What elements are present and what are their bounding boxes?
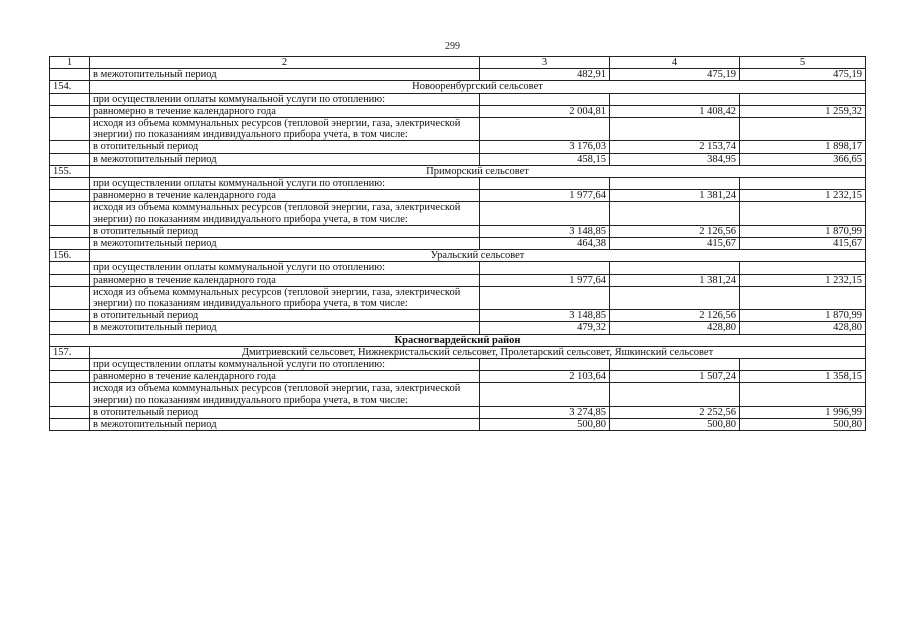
value-col-3: 464,38	[480, 238, 610, 250]
value-col-4: 500,80	[610, 419, 740, 431]
table-row	[50, 371, 866, 383]
value-col-3: 458,15	[480, 153, 610, 165]
row-number	[50, 371, 90, 383]
page-number: 299	[445, 41, 460, 52]
row-number	[50, 153, 90, 165]
note-row	[50, 93, 866, 105]
value-col-5: 1 232,15	[740, 190, 866, 202]
value-col-4: 428,80	[610, 322, 740, 334]
value-col-5: 1 870,99	[740, 310, 866, 322]
value-col-3: 482,91	[480, 69, 610, 81]
value-col-5: 475,19	[740, 69, 866, 81]
value-col-5	[740, 383, 866, 406]
row-number	[50, 190, 90, 202]
value-col-4: 1 381,24	[610, 274, 740, 286]
row-label: равномерно в течение календарного года	[90, 105, 480, 117]
section-number: 157.	[50, 346, 90, 358]
value-col-4	[610, 359, 740, 371]
table-row	[50, 419, 866, 431]
row-number	[50, 202, 90, 225]
value-col-3: 500,80	[480, 419, 610, 431]
note-row	[50, 262, 866, 274]
row-label: при осуществлении оплаты коммунальной услуги по отоплению:	[90, 359, 480, 371]
value-col-4: 1 408,42	[610, 105, 740, 117]
row-label: исходя из объема коммунальных ресурсов (тепловой энергии, газа, электрической энергии) по показаниям индивидуального прибора учета, в том числе:	[90, 202, 480, 225]
row-number	[50, 419, 90, 431]
value-col-4: 1 507,24	[610, 371, 740, 383]
note-row	[50, 286, 866, 309]
row-label: при осуществлении оплаты коммунальной услуги по отоплению:	[90, 262, 480, 274]
value-col-3: 479,32	[480, 322, 610, 334]
value-col-4	[610, 286, 740, 309]
value-col-3	[480, 383, 610, 406]
row-label: исходя из объема коммунальных ресурсов (тепловой энергии, газа, электрической энергии) по показаниям индивидуального прибора учета, в том числе:	[90, 383, 480, 406]
section-title: Новооренбургский сельсовет	[90, 81, 866, 93]
value-col-4: 2 252,56	[610, 406, 740, 418]
table-row	[50, 141, 866, 153]
value-col-3: 2 004,81	[480, 105, 610, 117]
value-col-5: 428,80	[740, 322, 866, 334]
note-row	[50, 118, 866, 141]
row-label: в отопительный период	[90, 225, 480, 237]
value-col-3	[480, 286, 610, 309]
value-col-5	[740, 178, 866, 190]
row-label: в межотопительный период	[90, 69, 480, 81]
column-header-1: 1	[50, 57, 90, 69]
value-col-3: 3 274,85	[480, 406, 610, 418]
section-title: Дмитриевский сельсовет, Нижнекристальский сельсовет, Пролетарский сельсовет, Яшкинский сельсовет	[90, 346, 866, 358]
value-col-4	[610, 202, 740, 225]
column-header-2: 2	[90, 57, 480, 69]
value-col-3: 1 977,64	[480, 274, 610, 286]
table-row	[50, 105, 866, 117]
section-number: 155.	[50, 165, 90, 177]
value-col-3: 3 148,85	[480, 310, 610, 322]
row-number	[50, 225, 90, 237]
value-col-5	[740, 93, 866, 105]
value-col-5	[740, 118, 866, 141]
value-col-4	[610, 93, 740, 105]
value-col-4	[610, 118, 740, 141]
value-col-4: 2 126,56	[610, 310, 740, 322]
row-label: в межотопительный период	[90, 419, 480, 431]
value-col-3	[480, 118, 610, 141]
row-number	[50, 118, 90, 141]
row-number	[50, 274, 90, 286]
value-col-5: 1 259,32	[740, 105, 866, 117]
row-number	[50, 310, 90, 322]
row-number	[50, 359, 90, 371]
row-label: в отопительный период	[90, 141, 480, 153]
row-label: в межотопительный период	[90, 153, 480, 165]
section-title: Уральский сельсовет	[90, 250, 866, 262]
table-row	[50, 190, 866, 202]
value-col-3: 3 176,03	[480, 141, 610, 153]
value-col-5	[740, 286, 866, 309]
value-col-3: 3 148,85	[480, 225, 610, 237]
row-number	[50, 406, 90, 418]
value-col-3: 2 103,64	[480, 371, 610, 383]
value-col-5: 415,67	[740, 238, 866, 250]
row-label: равномерно в течение календарного года	[90, 371, 480, 383]
table-row	[50, 274, 866, 286]
row-number	[50, 178, 90, 190]
value-col-4: 415,67	[610, 238, 740, 250]
value-col-5: 1 870,99	[740, 225, 866, 237]
value-col-5: 1 232,15	[740, 274, 866, 286]
table-row	[50, 322, 866, 334]
table-row	[50, 225, 866, 237]
district-row	[50, 334, 866, 346]
value-col-4: 384,95	[610, 153, 740, 165]
row-number	[50, 105, 90, 117]
value-col-5	[740, 262, 866, 274]
value-col-3	[480, 202, 610, 225]
row-label: при осуществлении оплаты коммунальной услуги по отоплению:	[90, 178, 480, 190]
section-row	[50, 250, 866, 262]
section-title: Приморский сельсовет	[90, 165, 866, 177]
value-col-5: 366,65	[740, 153, 866, 165]
row-number	[50, 383, 90, 406]
row-number	[50, 322, 90, 334]
row-label: равномерно в течение календарного года	[90, 274, 480, 286]
section-row	[50, 346, 866, 358]
value-col-3	[480, 359, 610, 371]
table-row	[50, 69, 866, 81]
value-col-3: 1 977,64	[480, 190, 610, 202]
table-row	[50, 238, 866, 250]
row-label: при осуществлении оплаты коммунальной услуги по отоплению:	[90, 93, 480, 105]
table-row	[50, 153, 866, 165]
value-col-5	[740, 359, 866, 371]
note-row	[50, 178, 866, 190]
column-header-row	[50, 57, 866, 69]
value-col-4: 1 381,24	[610, 190, 740, 202]
table-row	[50, 310, 866, 322]
row-label: в отопительный период	[90, 406, 480, 418]
row-number	[50, 69, 90, 81]
row-number	[50, 286, 90, 309]
value-col-4	[610, 262, 740, 274]
note-row	[50, 359, 866, 371]
value-col-4	[610, 383, 740, 406]
tariff-table	[49, 56, 866, 431]
value-col-4: 2 126,56	[610, 225, 740, 237]
note-row	[50, 383, 866, 406]
table-body	[50, 69, 866, 431]
value-col-4	[610, 178, 740, 190]
table-row	[50, 406, 866, 418]
row-label: исходя из объема коммунальных ресурсов (тепловой энергии, газа, электрической энергии) по показаниям индивидуального прибора учета, в том числе:	[90, 118, 480, 141]
column-header-5: 5	[740, 57, 866, 69]
section-number: 156.	[50, 250, 90, 262]
row-number	[50, 238, 90, 250]
row-label: равномерно в течение календарного года	[90, 190, 480, 202]
row-number	[50, 262, 90, 274]
row-label: исходя из объема коммунальных ресурсов (тепловой энергии, газа, электрической энергии) по показаниям индивидуального прибора учета, в том числе:	[90, 286, 480, 309]
value-col-3	[480, 178, 610, 190]
value-col-5: 1 358,15	[740, 371, 866, 383]
row-label: в отопительный период	[90, 310, 480, 322]
row-number	[50, 93, 90, 105]
value-col-5: 1 898,17	[740, 141, 866, 153]
row-label: в межотопительный период	[90, 322, 480, 334]
district-title: Красногвардейский район	[50, 334, 866, 346]
value-col-3	[480, 93, 610, 105]
value-col-5	[740, 202, 866, 225]
value-col-4: 475,19	[610, 69, 740, 81]
section-row	[50, 81, 866, 93]
value-col-5: 500,80	[740, 419, 866, 431]
value-col-5: 1 996,99	[740, 406, 866, 418]
note-row	[50, 202, 866, 225]
row-number	[50, 141, 90, 153]
section-row	[50, 165, 866, 177]
column-header-4: 4	[610, 57, 740, 69]
row-label: в межотопительный период	[90, 238, 480, 250]
value-col-4: 2 153,74	[610, 141, 740, 153]
value-col-3	[480, 262, 610, 274]
column-header-3: 3	[480, 57, 610, 69]
section-number: 154.	[50, 81, 90, 93]
